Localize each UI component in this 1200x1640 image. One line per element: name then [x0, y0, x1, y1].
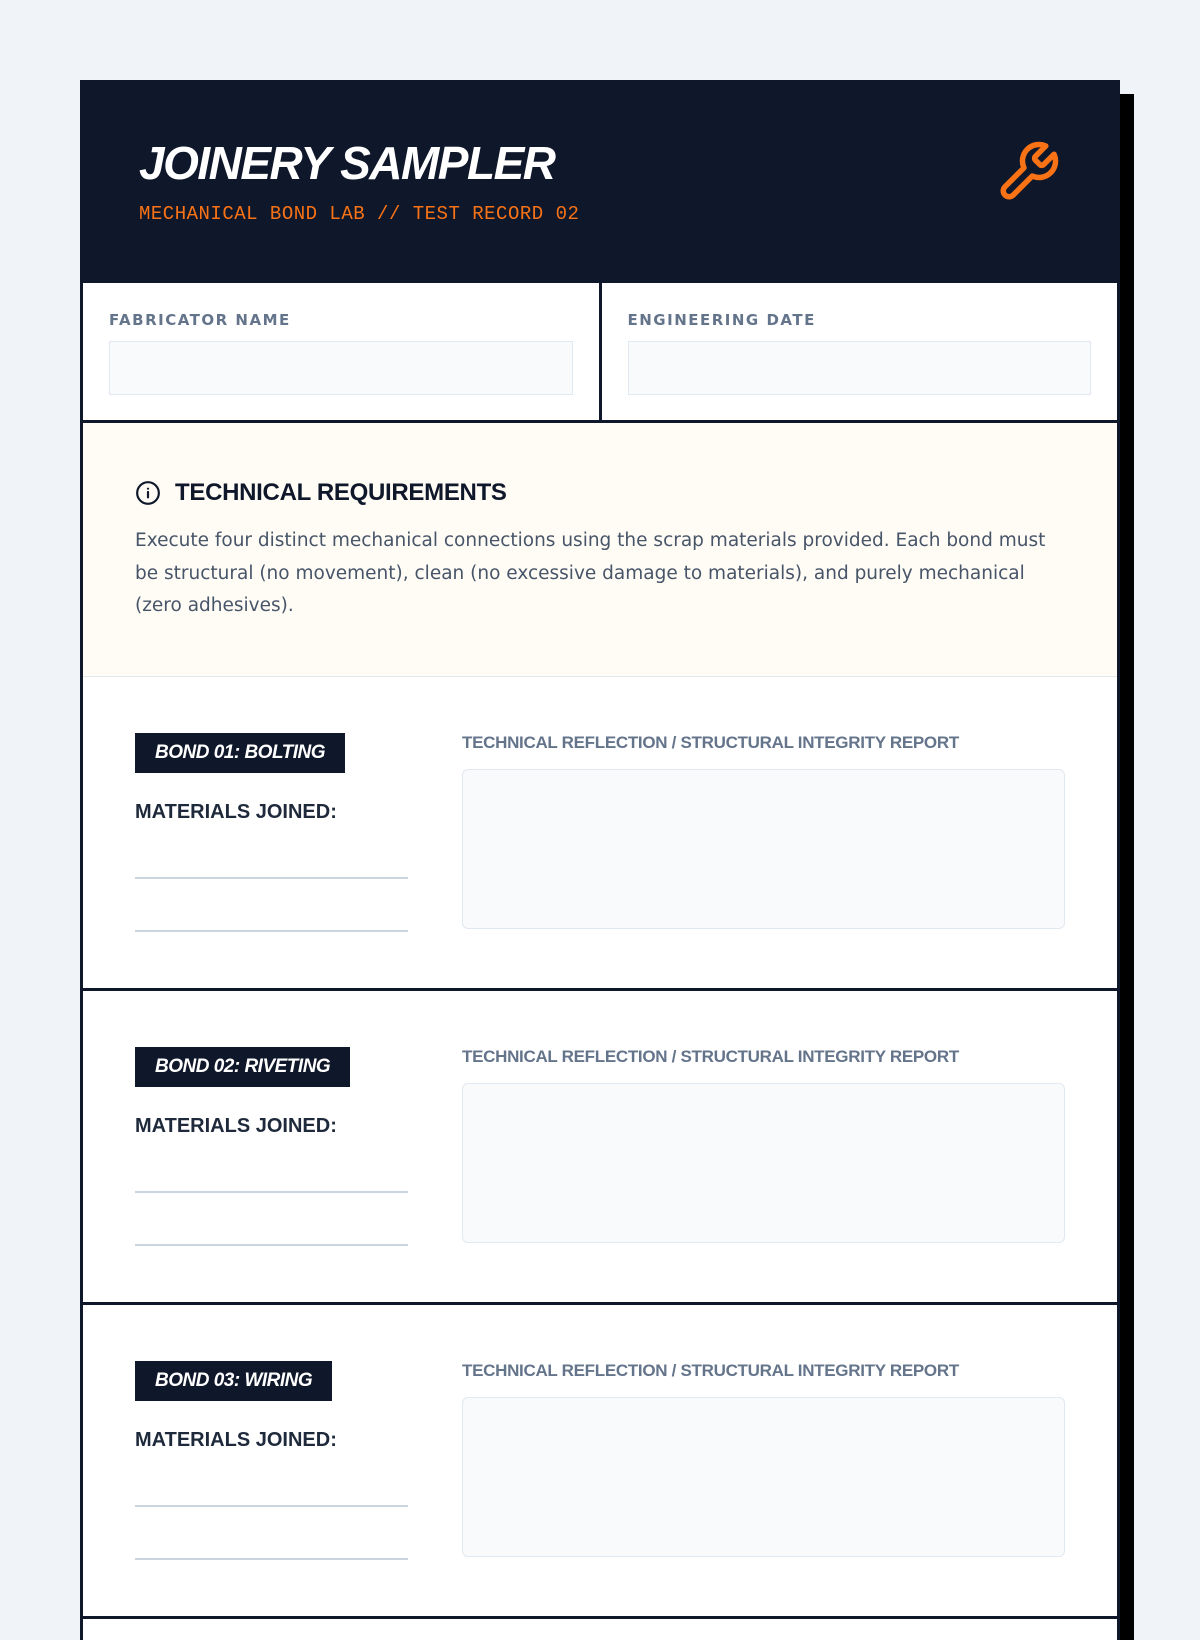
bond-tag: BOND 01: BOLTING: [135, 733, 345, 773]
bond-tag: BOND 03: WIRING: [135, 1361, 332, 1401]
bond-tag: BOND 02: RIVETING: [135, 1047, 350, 1087]
materials-line-2[interactable]: [135, 1558, 408, 1560]
fabricator-label: FABRICATOR NAME: [109, 311, 291, 329]
date-field-group: [599, 283, 1118, 420]
fabricator-field-group: [83, 283, 599, 420]
materials-line-2[interactable]: [135, 930, 408, 932]
wrench-icon: [995, 139, 1061, 205]
bond-materials: [135, 733, 408, 988]
header: [83, 83, 1117, 283]
page-title: JOINERY SAMPLER: [139, 137, 555, 189]
requirements-header: [135, 479, 1065, 507]
bond-report: [462, 733, 1065, 988]
materials-joined-label: MATERIALS JOINED:: [135, 1115, 337, 1137]
date-label: ENGINEERING DATE: [627, 311, 816, 329]
info-icon: [135, 480, 161, 506]
engineering-date-input[interactable]: [628, 341, 1092, 395]
report-textarea[interactable]: [462, 769, 1065, 929]
info-fields: [83, 283, 1117, 423]
report-textarea[interactable]: [462, 1083, 1065, 1243]
report-label: TECHNICAL REFLECTION / STRUCTURAL INTEGRITY REPORT: [462, 1361, 959, 1380]
page-subtitle: MECHANICAL BOND LAB // TEST RECORD 02: [139, 203, 580, 225]
bond-materials: [135, 1361, 408, 1616]
bond-section: [83, 677, 1117, 991]
materials-line-1[interactable]: [135, 1505, 408, 1507]
fabricator-name-input[interactable]: [109, 341, 573, 395]
report-label: TECHNICAL REFLECTION / STRUCTURAL INTEGRITY REPORT: [462, 1047, 959, 1066]
requirements-title: TECHNICAL REQUIREMENTS: [175, 479, 507, 506]
bond-section: [83, 991, 1117, 1305]
requirements-body: Execute four distinct mechanical connections using the scrap materials provided. Each bond must be structural (no movement), clean (no excessive damage to materials), and purely mechanical (zero adhesives).: [135, 530, 1046, 616]
bond-materials: [135, 1047, 408, 1302]
report-label: TECHNICAL REFLECTION / STRUCTURAL INTEGRITY REPORT: [462, 733, 959, 752]
report-textarea[interactable]: [462, 1397, 1065, 1557]
materials-line-1[interactable]: [135, 1191, 408, 1193]
materials-line-2[interactable]: [135, 1244, 408, 1246]
bond-report: [462, 1047, 1065, 1302]
materials-joined-label: MATERIALS JOINED:: [135, 1429, 337, 1451]
materials-line-1[interactable]: [135, 877, 408, 879]
requirements-section: [83, 423, 1117, 677]
bond-section: [83, 1305, 1117, 1619]
worksheet: [80, 80, 1120, 1640]
materials-joined-label: MATERIALS JOINED:: [135, 801, 337, 823]
bond-report: [462, 1361, 1065, 1616]
